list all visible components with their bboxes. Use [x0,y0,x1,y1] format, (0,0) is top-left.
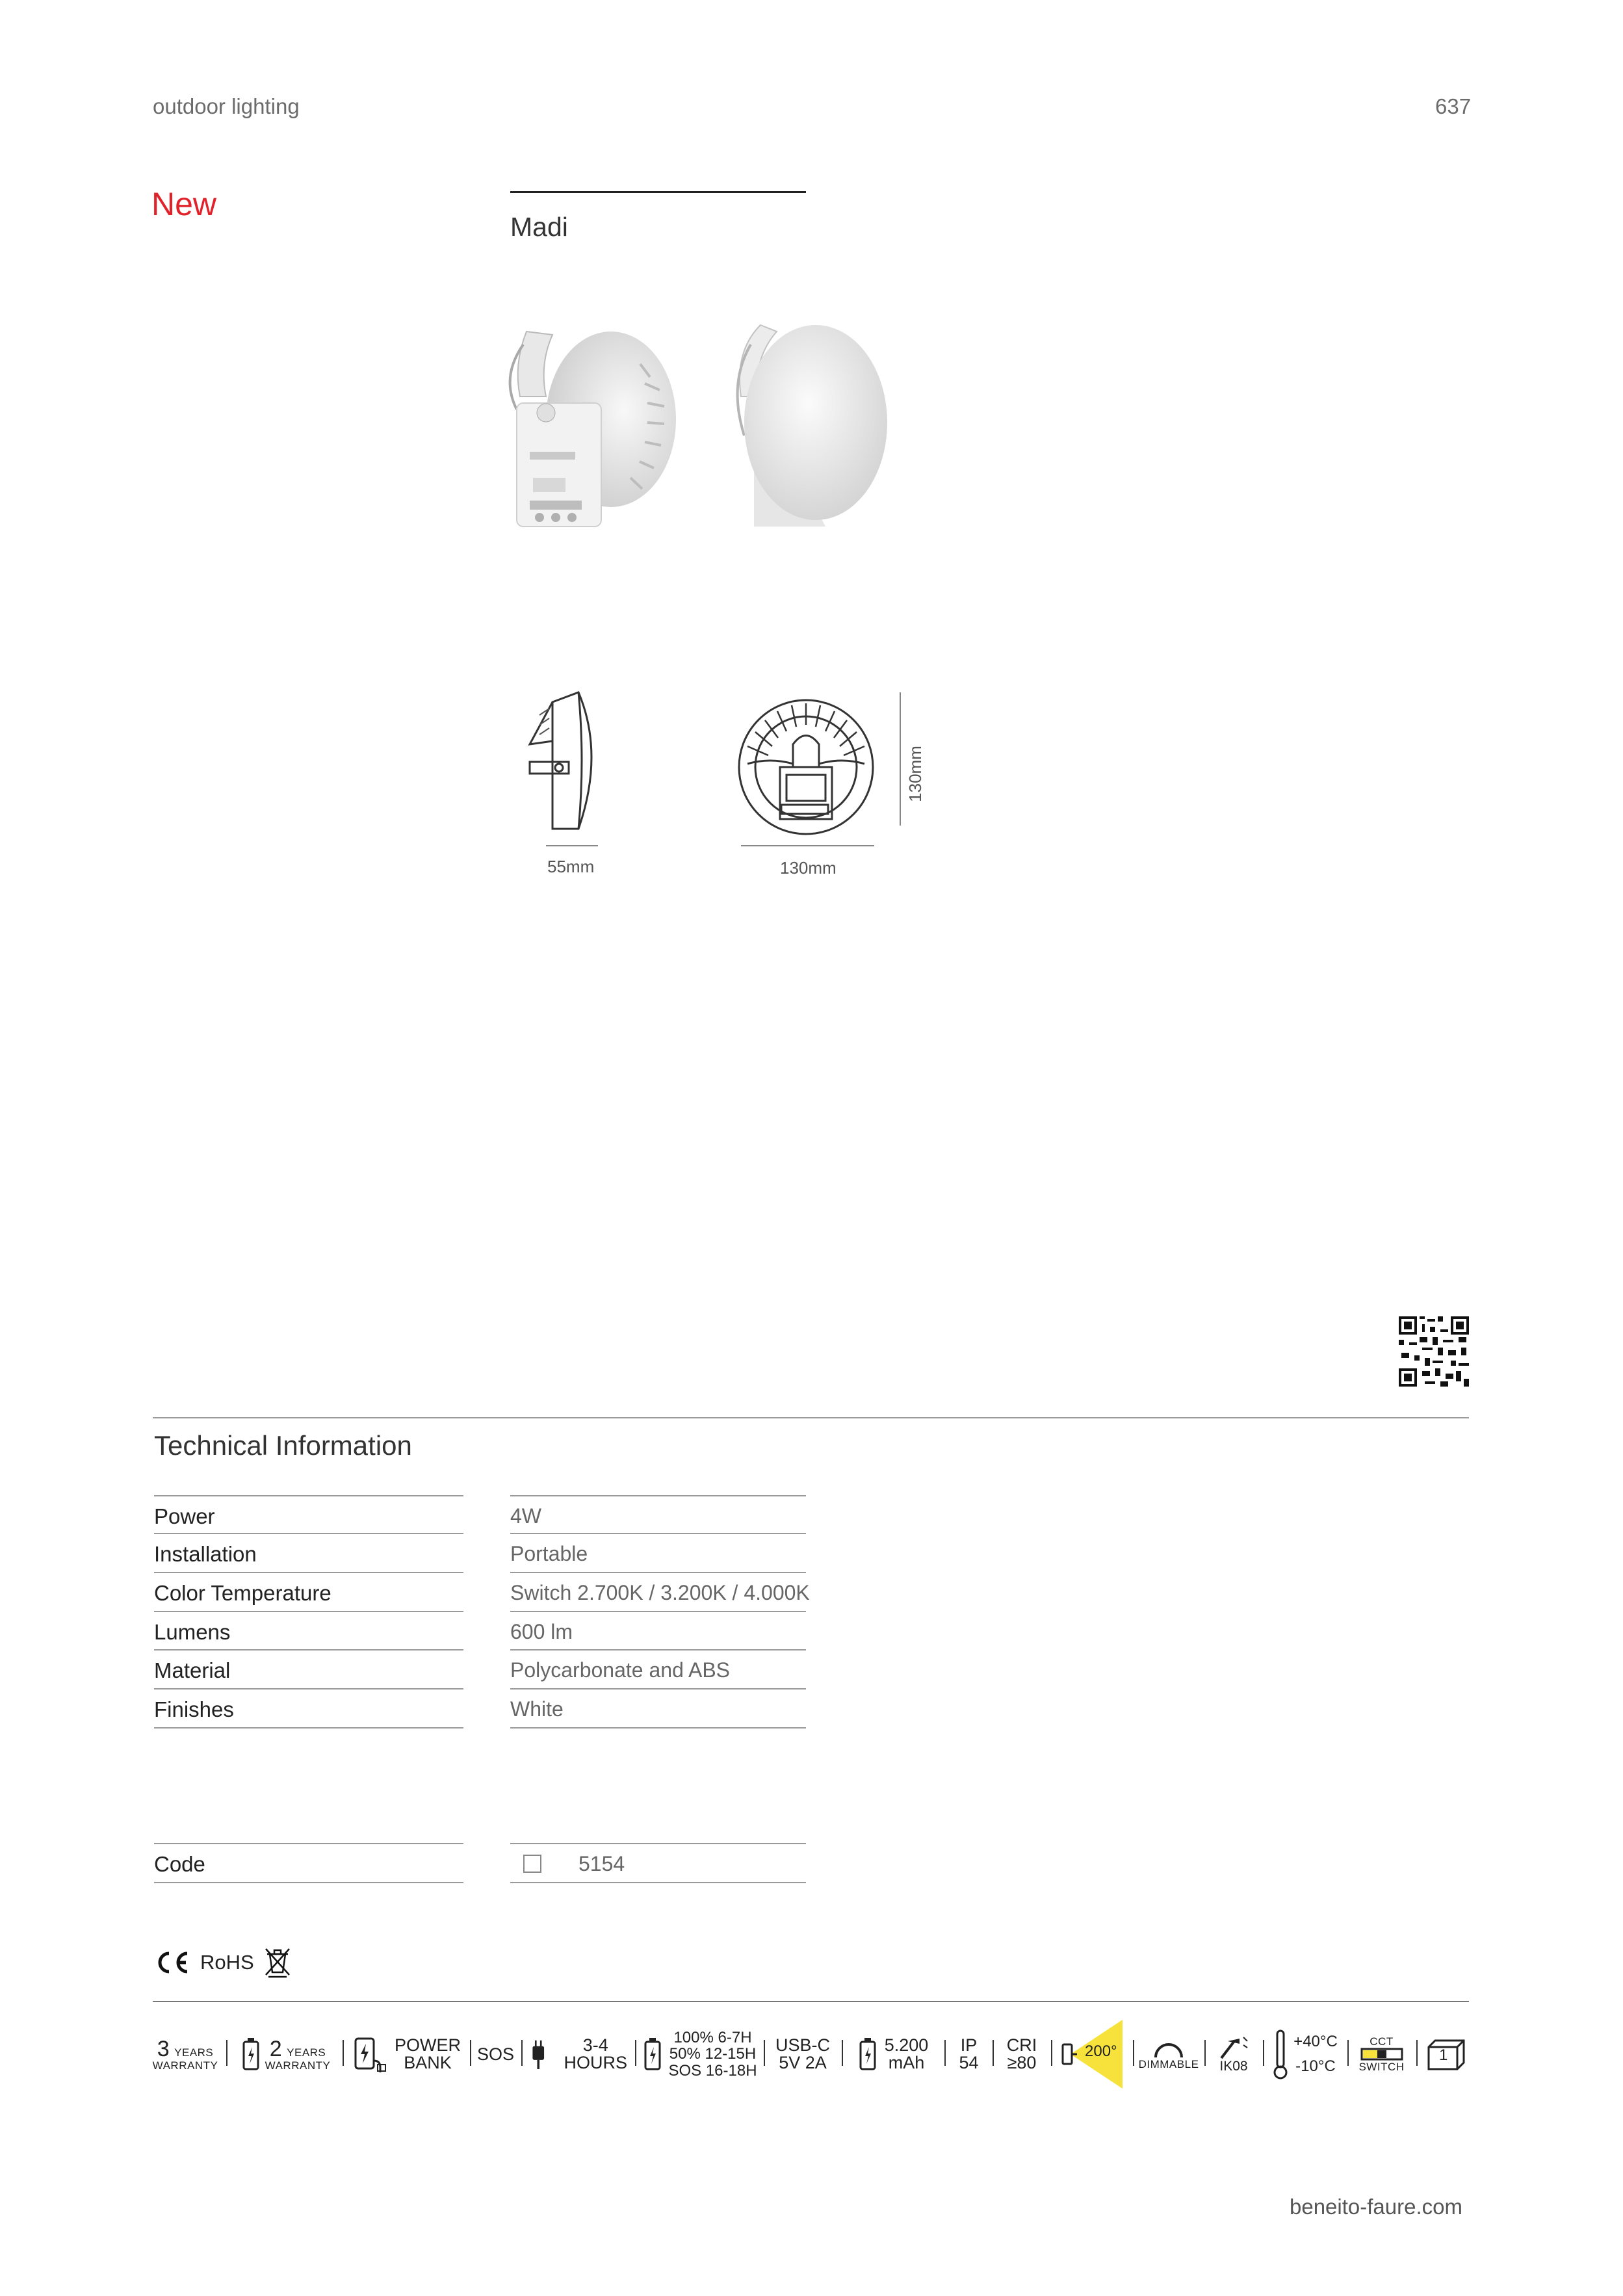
separator [1347,2040,1349,2066]
battery-icon [643,2037,662,2071]
cri-label: CRI [1006,2035,1037,2055]
warranty-number: 3 [157,2036,170,2061]
box-quantity [1423,2015,1469,2093]
power-bank [351,2015,461,2093]
ik-label: IK08 [1219,2058,1248,2074]
autonomy-line: 100% 6-7H [673,2029,752,2047]
warranty-number: 2 [269,2036,282,2061]
code-value: 5154 [578,1852,625,1875]
plug-icon [530,2036,547,2072]
power-bank-label: BANK [404,2053,452,2072]
hammer-icon [1217,2036,1250,2059]
technical-title: Technical Information [154,1430,412,1461]
box-quantity-value: 1 [1439,2046,1448,2064]
separator [1133,2040,1134,2066]
usb-label: USB-C [775,2035,830,2055]
features-divider [153,2001,1469,2002]
ce-mark-icon [153,1950,191,1976]
front-view-drawing [734,696,877,839]
warranty-label: WARRANTY [152,2059,218,2072]
spec-value-finishes [510,1688,806,1729]
autonomy-line: 50% 12-15H [669,2045,757,2063]
charge-label: 3-4 [582,2035,608,2055]
battery-icon [242,2037,260,2071]
spec-value: Portable [510,1542,588,1565]
spec-value: 4W [510,1504,541,1528]
code-value-row [510,1843,806,1883]
warranty-3-years [153,2015,218,2093]
spec-label: Color Temperature [154,1581,331,1605]
depth-dimension-line [546,845,598,846]
spec-value-color-temperature [510,1572,810,1611]
spec-value-installation [510,1533,806,1572]
separator [343,2040,344,2066]
separator [1416,2040,1418,2066]
certifications [153,1946,292,1979]
spec-label: Lumens [154,1620,231,1644]
spec-value-power [510,1495,806,1534]
code-row [154,1843,463,1883]
thermometer-icon [1273,2028,1288,2080]
product-rule [510,191,806,193]
separator [1051,2040,1052,2066]
separator [1263,2040,1264,2066]
separator [635,2040,636,2066]
temp-max: +40°C [1293,2032,1338,2050]
separator [842,2040,843,2066]
sos-mode [478,2015,513,2093]
width-dimension-line [741,845,874,846]
warranty-label: WARRANTY [265,2059,331,2072]
spec-value-material [510,1649,806,1688]
power-bank-icon [352,2035,391,2074]
charging-time [530,2015,627,2093]
spec-value-lumens [510,1611,806,1650]
warranty-years: YEARS [174,2046,214,2059]
temperature-range [1269,2015,1341,2093]
cct-switch [1354,2015,1409,2093]
cct-label: CCT [1370,2035,1394,2048]
spec-row-finishes [154,1688,463,1729]
separator [470,2040,471,2066]
ip-label: IP [960,2035,978,2055]
battery-autonomy [643,2015,757,2093]
spec-value: Polycarbonate and ABS [510,1658,731,1682]
capacity-label: mAh [888,2053,925,2072]
spec-value: Switch 2.700K / 3.200K / 4.000K [510,1581,810,1604]
product-name: Madi [510,212,568,242]
spec-row-installation [154,1533,463,1572]
website-link[interactable]: beneito-faure.com [1290,2195,1462,2219]
dimmer-arc-icon [1152,2039,1185,2059]
spec-label: Material [154,1658,231,1682]
technical-divider [153,1417,1469,1418]
beam-angle [1058,2015,1126,2093]
side-view-drawing [520,689,611,839]
qr-code[interactable] [1399,1316,1469,1387]
dimmable [1139,2015,1198,2093]
weee-bin-icon [263,1946,292,1979]
power-bank-label: POWER [394,2035,461,2055]
new-badge: New [151,186,217,222]
separator [993,2040,994,2066]
height-dimension-line [900,692,901,826]
page-number: 637 [1435,94,1472,118]
product-photo-front [715,312,897,533]
spec-row-material [154,1649,463,1688]
battery-capacity [850,2015,937,2093]
features-bar [153,2015,1469,2093]
warranty-2-years [237,2015,335,2093]
spec-label: Installation [154,1542,257,1566]
product-photo-back [500,306,682,533]
battery-icon [859,2037,877,2071]
separator [764,2040,765,2066]
autonomy-line: SOS 16-18H [668,2061,757,2080]
width-dimension: 130mm [780,858,837,878]
separator [944,2040,946,2066]
spec-row-color-temperature [154,1572,463,1611]
capacity-label: 5.200 [884,2035,929,2055]
usb-c-output [770,2015,835,2093]
separator [521,2040,523,2066]
rohs-label: RoHS [200,1951,254,1974]
sos-label: SOS [476,2044,515,2064]
spec-label: Finishes [154,1697,234,1721]
ip-rating [951,2015,987,2093]
height-dimension: 130mm [905,746,925,802]
section-title: outdoor lighting [153,94,300,118]
ik-rating [1211,2015,1256,2093]
spec-row-power [154,1495,463,1534]
spec-value: 600 lm [510,1620,573,1643]
usb-label: 5V 2A [779,2053,827,2072]
spec-value: White [510,1697,564,1721]
code-checkbox[interactable] [523,1855,541,1873]
switch-icon [1360,2047,1403,2061]
cri-rating [999,2015,1045,2093]
temp-min: -10°C [1295,2057,1336,2075]
spec-row-lumens [154,1611,463,1650]
code-label: Code [154,1852,205,1876]
depth-dimension: 55mm [547,857,595,876]
warranty-years: YEARS [287,2046,326,2059]
separator [1204,2040,1206,2066]
cri-value: ≥80 [1007,2053,1037,2072]
spec-label: Power [154,1504,215,1528]
dimmable-label: DIMMABLE [1138,2057,1199,2070]
charge-label: HOURS [564,2053,627,2072]
beam-angle-label: 200° [1085,2042,1117,2060]
separator [226,2040,227,2066]
cct-label: SWITCH [1358,2061,1405,2073]
ip-value: 54 [959,2053,979,2072]
